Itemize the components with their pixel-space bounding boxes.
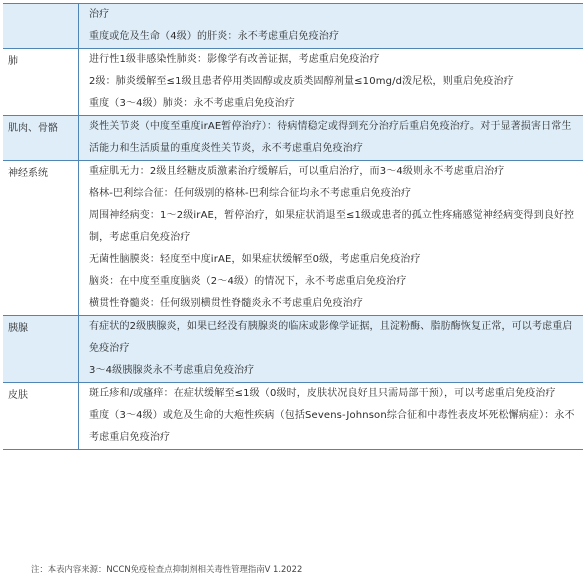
row-text: 斑丘疹和/或瘙痒：在症状缓解至≤1级（0级时，皮肤状况良好且只需局部干预），可以考虑重启免疫治疗: [89, 388, 556, 399]
row-content: [79, 116, 583, 160]
row-category: 肌肉、骨骼: [3, 116, 79, 160]
row-text: 脑炎：在中度至重度脑炎（2～4级）的情况下，永不考虑重启免疫治疗: [89, 276, 407, 287]
row-content: [79, 4, 583, 48]
row-text: 进行性1级非感染性肺炎：影像学有改善证据，考虑重启免疫治疗: [89, 54, 380, 65]
row-category: [3, 4, 79, 48]
row-text: 有症状的2级胰腺炎，如果已经没有胰腺炎的临床或影像学证据，且淀粉酶、脂肪酶恢复正常，可以考虑重启免疫治疗: [89, 321, 573, 354]
row-text: 3～4级胰腺炎永不考虑重启免疫治疗: [89, 365, 255, 376]
row-text: 炎性关节炎（中度至重度irAE暂停治疗）：待病情稳定或得到充分治疗后重启免疫治疗。对于显著损害日常生活能力和生活质量的重度炎性关节炎，永不考虑重启免疫治疗: [89, 121, 572, 154]
row-content: [79, 161, 583, 315]
row-category: 皮肤: [3, 383, 79, 449]
table-row-pancreas: [3, 316, 583, 383]
row-content: [79, 316, 583, 382]
row-text: 横贯性脊髓炎：任何级别横贯性脊髓炎永不考虑重启免疫治疗: [89, 298, 364, 309]
row-content: [79, 49, 583, 115]
row-category: 胰腺: [3, 316, 79, 382]
row-text: 周围神经病变：1～2级irAE，暂停治疗，如果症状消退至≤1级或患者的孤立性疼痛感觉神经病变得到良好控制，考虑重启免疫治疗: [89, 210, 575, 243]
table-row-liver-continued: [3, 4, 583, 49]
row-text: 治疗: [89, 9, 110, 20]
row-text: 重度（3～4级）或危及生命的大疱性疾病（包括Sevens-Johnson综合征和中毒性表皮坏死松懈病症）：永不考虑重启免疫治疗: [89, 410, 575, 443]
table-row-nervous-system: [3, 161, 583, 316]
row-content: [79, 383, 583, 449]
row-text: 格林-巴利综合征：任何级别的格林-巴利综合征均永不考虑重启免疫治疗: [89, 188, 412, 199]
row-text: 重度（3～4级）肺炎：永不考虑重启免疫治疗: [89, 98, 295, 109]
table-row-skin: [3, 383, 583, 449]
row-text: 重度或危及生命（4级）的肝炎：永不考虑重启免疫治疗: [89, 31, 340, 42]
table-row-musculoskeletal: [3, 116, 583, 161]
guideline-table: [3, 3, 583, 450]
row-text: 无菌性脑膜炎：轻度至中度irAE，如果症状缓解至0级，考虑重启免疫治疗: [89, 254, 421, 265]
table-row-lung: [3, 49, 583, 116]
row-category: 神经系统: [3, 161, 79, 315]
row-category: 肺: [3, 49, 79, 115]
row-text: 2级：肺炎缓解至≤1级且患者停用类固醇或皮质类固醇剂量≤10mg/d泼尼松，则重启免疫治疗: [89, 76, 514, 87]
row-text: 重症肌无力：2级且经糖皮质激素治疗缓解后，可以重启治疗，而3～4级则永不考虑重启治疗: [89, 166, 505, 177]
table-footnote: 注：本表内容来源：NCCN免疫检查点抑制剂相关毒性管理指南V 1.2022: [31, 564, 303, 574]
